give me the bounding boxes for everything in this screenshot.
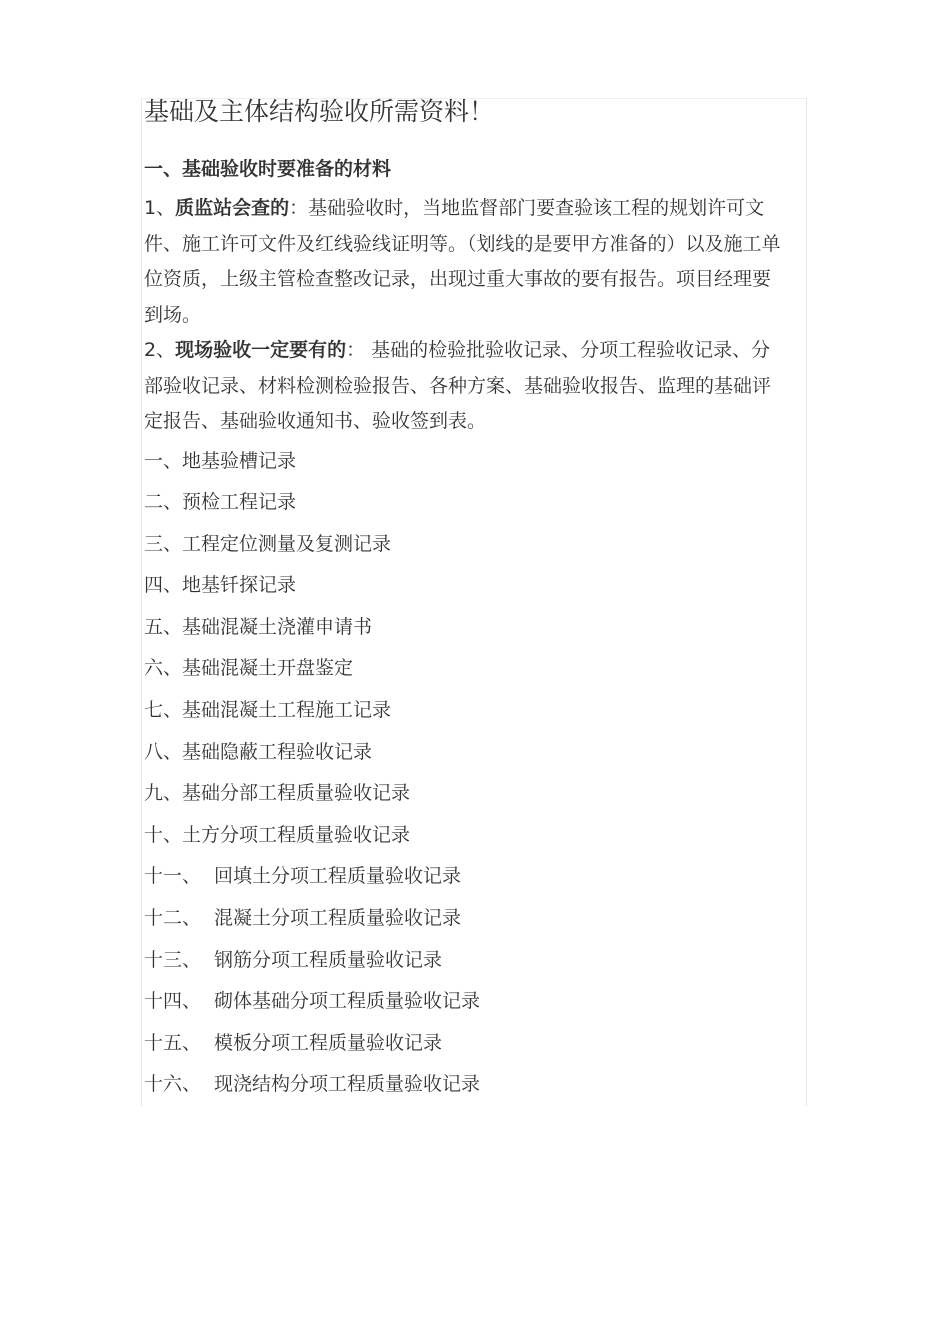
item-2-prefix: 2、 [144, 339, 176, 361]
list-item-number: 七、 [144, 699, 183, 722]
list-item [144, 1064, 789, 1106]
list-item-label: 基础混凝土开盘鉴定 [182, 657, 354, 680]
list-item-label: 钢筋分项工程质量验收记录 [214, 948, 443, 971]
list-item [144, 1023, 789, 1065]
paragraph-item-2 [144, 333, 789, 440]
list-item-number: 三、 [144, 532, 183, 555]
item-1-prefix: 1、 [144, 197, 176, 219]
item-1-text: ：基础验收时，当地监督部门要查验该工程的规划许可文件、施工许可文件及红线验线证明等。（划线的是要甲方准备的）以及施工单位资质，上级主管检查整改记录，出现过重大事故的要有报告。项目经理要到场。 [144, 197, 781, 326]
list-item-number: 十、 [144, 823, 183, 846]
records-list [144, 441, 789, 1107]
list-item-label: 现浇结构分项工程质量验收记录 [214, 1073, 481, 1096]
list-item-label: 基础隐蔽工程验收记录 [182, 740, 373, 763]
list-item [144, 607, 789, 649]
list-item-number: 十六、 [144, 1073, 202, 1096]
item-2-text: ： 基础的检验批验收记录、分项工程验收记录、分部验收记录、材料检测检验报告、各种方案、基础验收报告、监理的基础评定报告、基础验收通知书、验收签到表。 [144, 339, 772, 432]
list-item-label: 基础混凝土工程施工记录 [182, 699, 392, 722]
list-item-label: 砌体基础分项工程质量验收记录 [214, 990, 481, 1013]
list-item-number: 六、 [144, 657, 183, 680]
list-item-label: 基础分部工程质量验收记录 [182, 782, 411, 805]
list-item [144, 898, 789, 940]
list-item-number: 二、 [144, 491, 183, 514]
section-heading: 一、基础验收时要准备的材料 [144, 158, 392, 180]
list-item [144, 482, 789, 524]
list-item-label: 模板分项工程质量验收记录 [214, 1031, 443, 1054]
document-title: 基础及主体结构验收所需资料！ [144, 97, 495, 126]
list-item-number: 十三、 [144, 948, 202, 971]
list-item [144, 648, 789, 690]
item-1-lead: 质监站会查的 [175, 197, 290, 219]
paragraph-item-1 [144, 191, 789, 333]
list-item-number: 九、 [144, 782, 183, 805]
document-content [144, 96, 789, 1106]
list-item [144, 690, 789, 732]
list-item-number: 五、 [144, 615, 183, 638]
list-item-label: 地基验槽记录 [182, 449, 297, 472]
item-2-lead: 现场验收一定要有的 [175, 339, 347, 361]
list-item-label: 回填土分项工程质量验收记录 [214, 865, 462, 888]
list-item-number: 十二、 [144, 907, 202, 930]
list-item-label: 工程定位测量及复测记录 [182, 532, 392, 555]
list-item [144, 815, 789, 857]
list-item-number: 十五、 [144, 1031, 202, 1054]
list-item-label: 预检工程记录 [182, 491, 297, 514]
list-item [144, 773, 789, 815]
list-item-label: 地基钎探记录 [182, 574, 297, 597]
list-item-label: 基础混凝土浇灌申请书 [182, 615, 373, 638]
list-item [144, 524, 789, 566]
list-item-number: 十一、 [144, 865, 202, 888]
list-item [144, 856, 789, 898]
list-item [144, 940, 789, 982]
list-item [144, 732, 789, 774]
list-item-number: 一、 [144, 449, 183, 472]
list-item-number: 八、 [144, 740, 183, 763]
list-item-number: 四、 [144, 574, 183, 597]
list-item [144, 981, 789, 1023]
list-item [144, 565, 789, 607]
list-item-label: 土方分项工程质量验收记录 [182, 823, 411, 846]
list-item [144, 441, 789, 483]
list-item-number: 十四、 [144, 990, 202, 1013]
list-item-label: 混凝土分项工程质量验收记录 [214, 907, 462, 930]
